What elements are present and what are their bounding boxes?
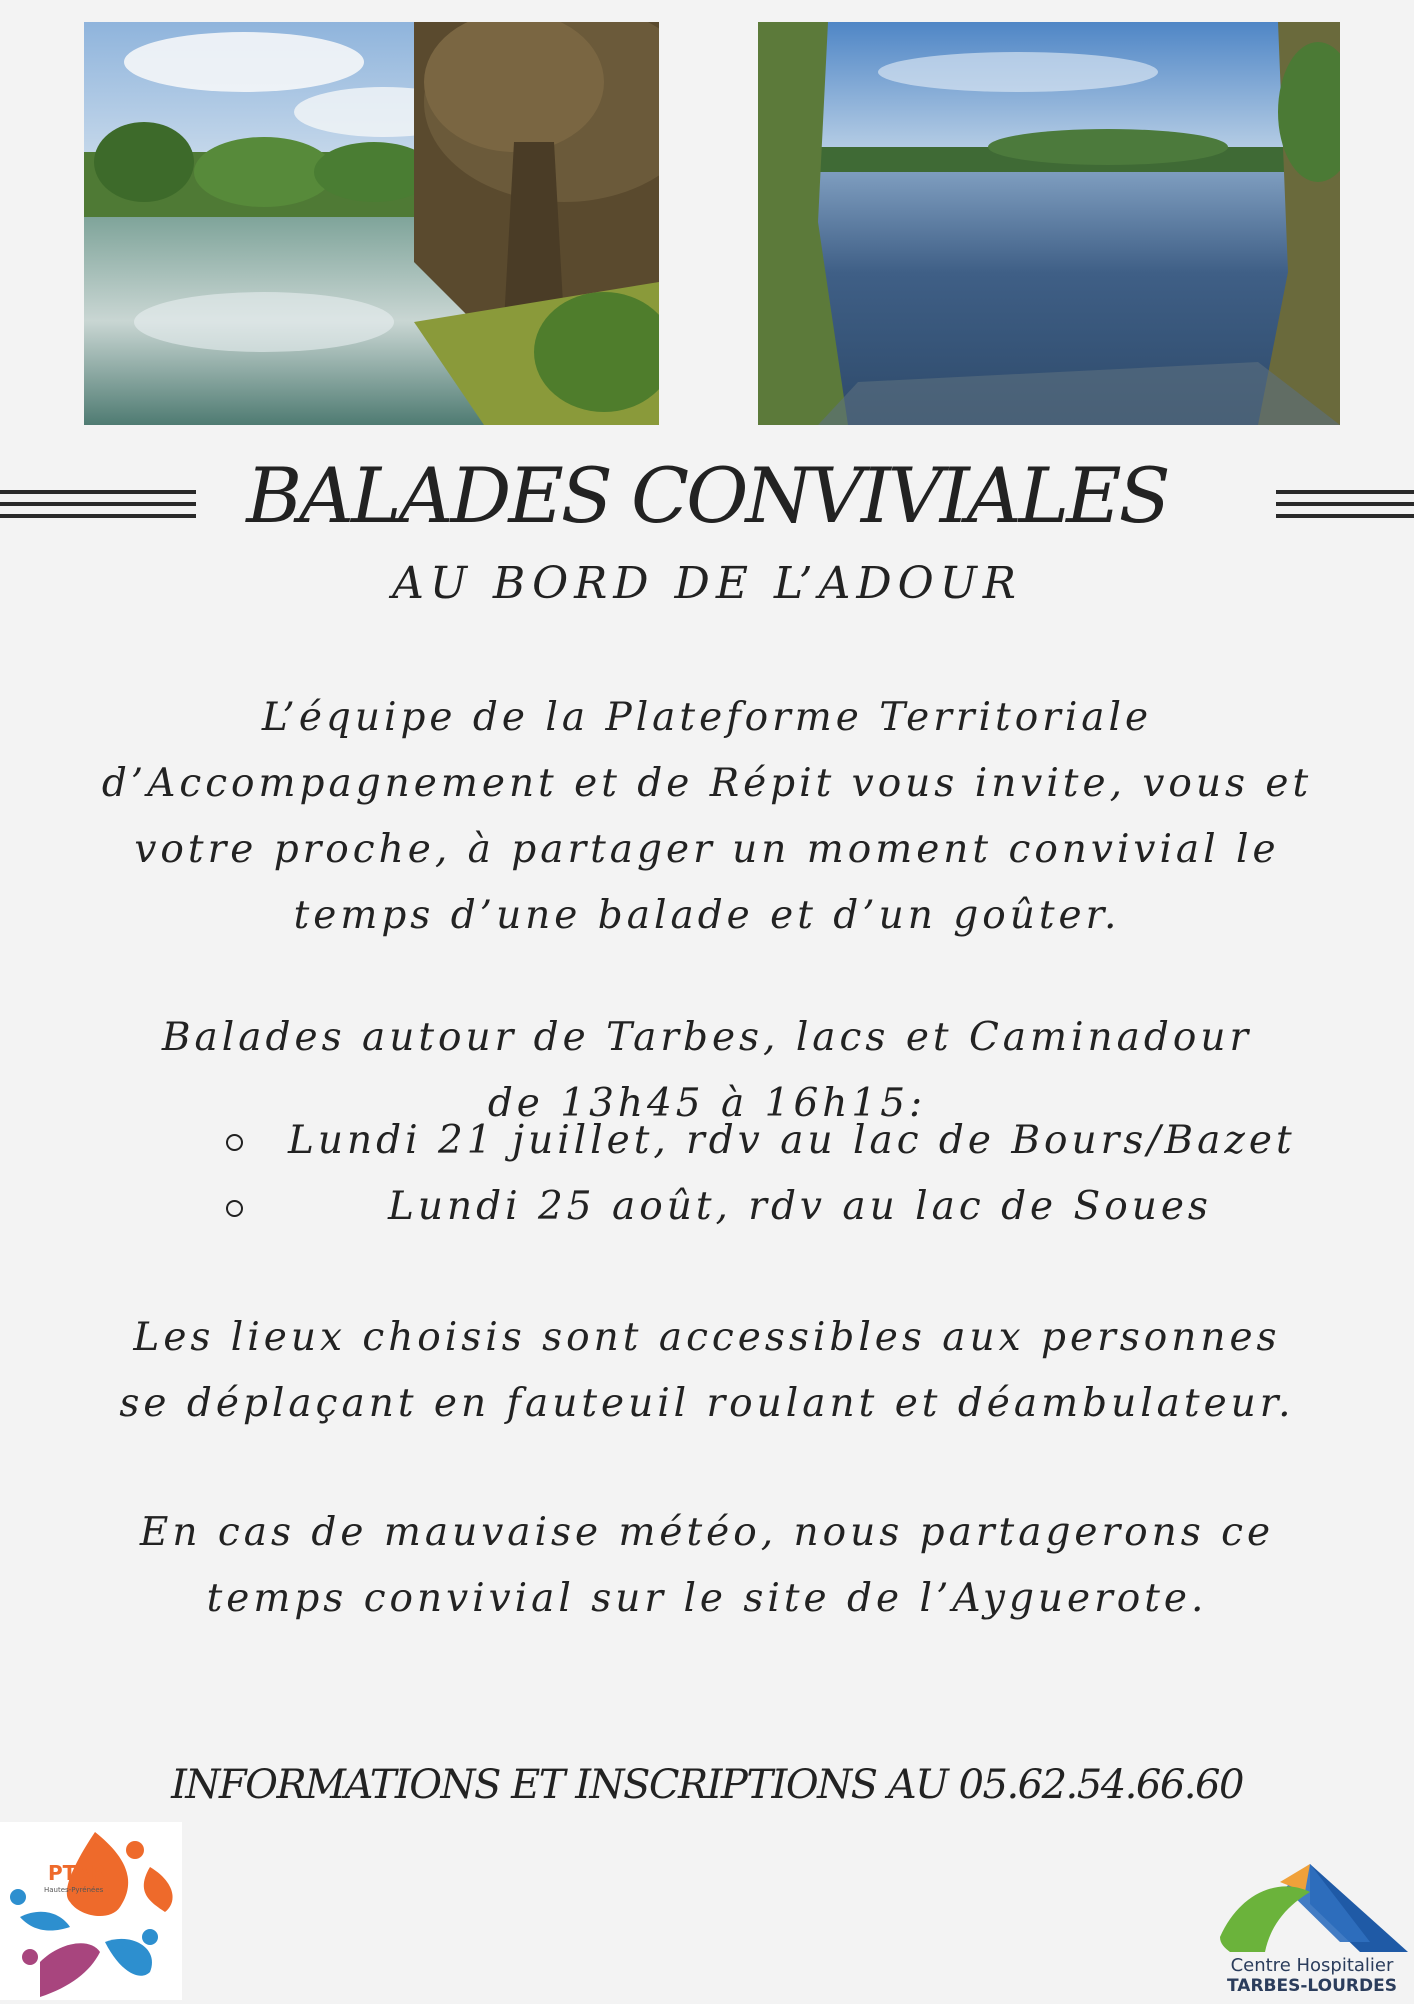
- page-subtitle: AU BORD DE L’ADOUR: [392, 558, 1022, 609]
- ptar-logo-text: PTAR: [48, 1861, 106, 1885]
- page-title: BALADES CONVIVIALES: [246, 451, 1168, 540]
- walks-line-1: Balades autour de Tarbes, lacs et Caminadour: [161, 1015, 1253, 1060]
- ptar-logo-subtext: Hautes-Pyrénées: [44, 1886, 104, 1894]
- centre-hospitalier-name: Centre Hospitalier: [1230, 1955, 1394, 1976]
- accessibility-line-2: se déplaçant en fauteuil roulant et déambulateur.: [119, 1381, 1295, 1426]
- lake-photo-right: [758, 22, 1340, 425]
- dates-list: [0, 1108, 1414, 1240]
- intro-paragraph: L’équipe de la Plateforme Territoriale d’Accompagnement et de Répit vous invite, vous et votre proche, à partager un moment convivial le temps d’une balade et d’un goûter.: [101, 695, 1313, 938]
- centre-hospitalier-city: TARBES-LOURDES: [1227, 1976, 1397, 1996]
- accessibility-paragraph: [60, 1305, 1354, 1437]
- walks-line-2: de 13h45 à 16h15:: [487, 1081, 927, 1126]
- accessibility-line-1: Les lieux choisis sont accessibles aux personnes: [133, 1315, 1281, 1360]
- list-item: [0, 1108, 1414, 1174]
- lake-photo-left: [84, 22, 659, 425]
- weather-line-2: temps convivial sur le site de l’Ayguerote.: [206, 1576, 1208, 1621]
- ptar-logo: [0, 1822, 182, 2000]
- contact-info: INFORMATIONS ET INSCRIPTIONS AU 05.62.54.66.60: [171, 1762, 1243, 1808]
- date-2: Lundi 25 août, rdv au lac de Soues: [388, 1184, 1212, 1229]
- bullet-circle-icon: [226, 1200, 243, 1217]
- weather-paragraph: [60, 1500, 1354, 1632]
- weather-line-1: En cas de mauvaise météo, nous partagerons ce: [139, 1510, 1275, 1555]
- date-1: Lundi 21 juillet, rdv au lac de Bours/Bazet: [288, 1118, 1296, 1163]
- bullet-circle-icon: [226, 1134, 243, 1151]
- list-item: [0, 1174, 1414, 1240]
